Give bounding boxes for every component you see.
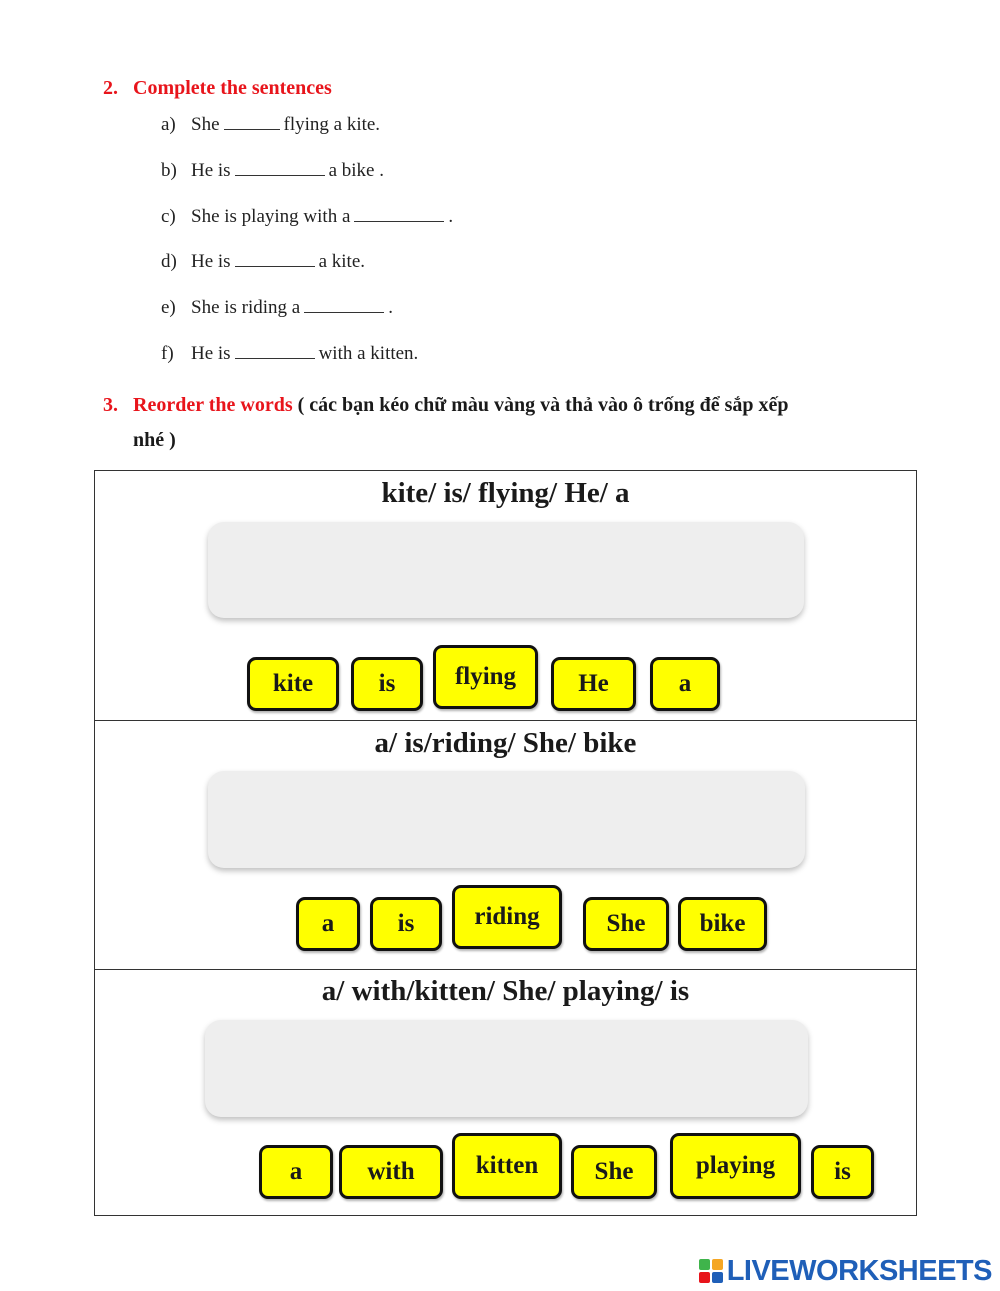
liveworksheets-logo-text: LIVEWORKSHEETS	[726, 1254, 992, 1287]
sentence-text-after: .	[388, 297, 393, 318]
word-tile[interactable]: She	[583, 897, 669, 951]
sentence-text-after: a bike .	[328, 160, 384, 181]
sentence-text-before: He is	[191, 160, 231, 181]
sentence-blank[interactable]	[235, 344, 315, 359]
exercise-1-prompt: kite/ is/ flying/ He/ a	[381, 477, 630, 509]
sentence-letter: d)	[161, 251, 177, 272]
row-divider	[95, 969, 916, 970]
word-tile[interactable]: bike	[678, 897, 767, 951]
sentence-text-after: flying a kite.	[283, 114, 381, 135]
sentence-blank[interactable]	[235, 161, 325, 176]
exercise-1-dropzone[interactable]	[208, 522, 804, 618]
word-tile[interactable]: is	[811, 1145, 874, 1199]
exercise-3-dropzone[interactable]	[205, 1020, 808, 1117]
sentence-letter: f)	[161, 343, 174, 364]
word-tile[interactable]: playing	[670, 1133, 801, 1199]
liveworksheets-logo-icon	[699, 1259, 723, 1283]
section-3-title: Reorder the words	[133, 394, 293, 416]
sentence-letter: e)	[161, 297, 176, 318]
sentence-a	[161, 114, 380, 136]
word-tile[interactable]: kitten	[452, 1133, 562, 1199]
sentence-letter: a)	[161, 114, 176, 135]
exercise-2-dropzone[interactable]	[208, 771, 805, 868]
sentence-f	[161, 343, 418, 365]
section-3-note-cont: nhé )	[133, 429, 176, 451]
liveworksheets-logo	[699, 1254, 992, 1288]
word-tile[interactable]: a	[259, 1145, 333, 1199]
sentence-letter: c)	[161, 206, 176, 227]
sentence-text-before: He is	[191, 251, 231, 272]
sentence-blank[interactable]	[235, 252, 315, 267]
sentence-blank[interactable]	[304, 298, 384, 313]
word-tile[interactable]: a	[650, 657, 720, 711]
word-tile[interactable]: a	[296, 897, 360, 951]
word-tile[interactable]: with	[339, 1145, 443, 1199]
sentence-blank[interactable]	[224, 115, 280, 130]
section-3-number: 3.	[103, 394, 118, 416]
sentence-text-after: a kite.	[318, 251, 366, 272]
exercise-3-prompt: a/ with/kitten/ She/ playing/ is	[321, 975, 690, 1007]
section-3-heading	[103, 388, 923, 458]
section-2-number: 2.	[103, 77, 118, 99]
row-divider	[95, 720, 916, 721]
word-tile[interactable]: riding	[452, 885, 562, 949]
sentence-d	[161, 251, 365, 273]
sentence-text-before: She is riding a	[191, 297, 301, 318]
section-3-note: ( các bạn kéo chữ màu vàng và thả vào ô trống để sắp xếp	[297, 394, 789, 416]
section-2-title: Complete the sentences	[133, 77, 332, 99]
word-tile[interactable]: She	[571, 1145, 657, 1199]
sentence-text-before: She	[191, 114, 220, 135]
section-2-heading	[103, 77, 332, 100]
sentence-c	[161, 206, 453, 228]
sentence-text-before: She is playing with a	[191, 206, 351, 227]
sentence-b	[161, 160, 384, 182]
sentence-text-before: He is	[191, 343, 231, 364]
sentence-e	[161, 297, 393, 319]
word-tile[interactable]: He	[551, 657, 636, 711]
exercise-2-prompt: a/ is/riding/ She/ bike	[374, 727, 637, 759]
sentence-text-after: with a kitten.	[318, 343, 419, 364]
word-tile[interactable]: kite	[247, 657, 339, 711]
word-tile[interactable]: flying	[433, 645, 538, 709]
word-tile[interactable]: is	[351, 657, 423, 711]
sentence-letter: b)	[161, 160, 177, 181]
sentence-blank[interactable]	[354, 207, 444, 222]
reorder-table	[94, 470, 917, 1216]
word-tile[interactable]: is	[370, 897, 442, 951]
sentence-text-after: .	[448, 206, 454, 227]
